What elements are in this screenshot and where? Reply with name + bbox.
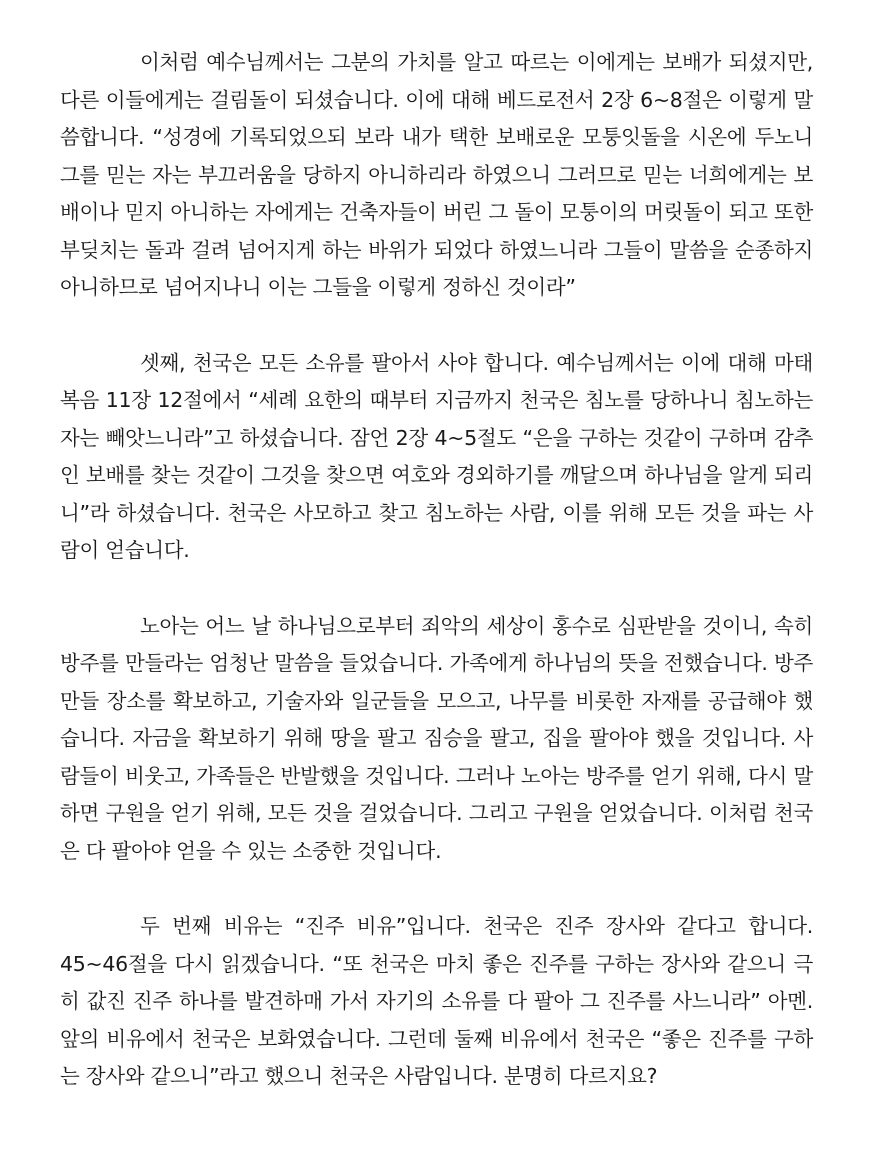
paragraph-1: 이처럼 예수님께서는 그분의 가치를 알고 따르는 이에게는 보배가 되셨지만, 다른 이들에게는 걸림돌이 되셨습니다. 이에 대해 베드로전서 2장 6~8절은 이렇게 말씀합니다. “성경에 기록되었으되 보라 내가 택한 보배로운 모퉁잇돌을 시온에 두노니 그를 믿는 자는 부끄러움을 당하지 아니하리라 하였으니 그러므로 믿는 너희에게는 보배이나 믿지 아니하는 자에게는 건축자들이 버린 그 돌이 모퉁이의 머릿돌이 되고 또한 부딪치는 돌과 걸려 넘어지게 하는 바위가 되었다 하였느니라 그들이 말씀을 순종하지 아니하므로 넘어지나니 이는 그들을 이렇게 정하신 것이라”: [60, 50, 813, 299]
paragraph-3: 노아는 어느 날 하나님으로부터 죄악의 세상이 홍수로 심판받을 것이니, 속히 방주를 만들라는 엄청난 말씀을 들었습니다. 가족에게 하나님의 뜻을 전했습니다. 방주 만들 장소를 확보하고, 기술자와 일군들을 모으고, 나무를 비롯한 자재를 공급해야 했습니다. 자금을 확보하기 위해 땅을 팔고 짐승을 팔고, 집을 팔아야 했을 것입니다. 사람들이 비웃고, 가족들은 반발했을 것입니다. 그러나 노아는 방주를 얻기 위해, 다시 말하면 구원을 얻기 위해, 모든 것을 걸었습니다. 그리고 구원을 얻었습니다. 이처럼 천국은 다 팔아야 얻을 수 있는 소중한 것입니다.: [60, 613, 813, 863]
paragraph-4: 두 번째 비유는 “진주 비유”입니다. 천국은 진주 장사와 같다고 합니다. 45~46절을 다시 읽겠습니다. “또 천국은 마치 좋은 진주를 구하는 장사와 같으니 극히 값진 진주 하나를 발견하매 가서 자기의 소유를 다 팔아 그 진주를 사느니라” 아멘. 앞의 비유에서 천국은 보화였습니다. 그런데 둘째 비유에서 천국은 “좋은 진주를 구하는 장사와 같으니”라고 했으니 천국은 사람입니다. 분명히 다르지요?: [60, 914, 813, 1088]
paragraph-2: 셋째, 천국은 모든 소유를 팔아서 사야 합니다. 예수님께서는 이에 대해 마태복음 11장 12절에서 “세례 요한의 때부터 지금까지 천국은 침노를 당하나니 침노하는 자는 빼앗느니라”고 하셨습니다. 잠언 2장 4~5절도 “은을 구하는 것같이 구하며 감추인 보배를 찾는 것같이 그것을 찾으면 여호와 경외하기를 깨달으며 하나님을 알게 되리니”라 하셨습니다. 천국은 사모하고 찾고 침노하는 사람, 이를 위해 모든 것을 파는 사람이 얻습니다.: [60, 350, 813, 562]
document-page: [60, 44, 813, 1096]
